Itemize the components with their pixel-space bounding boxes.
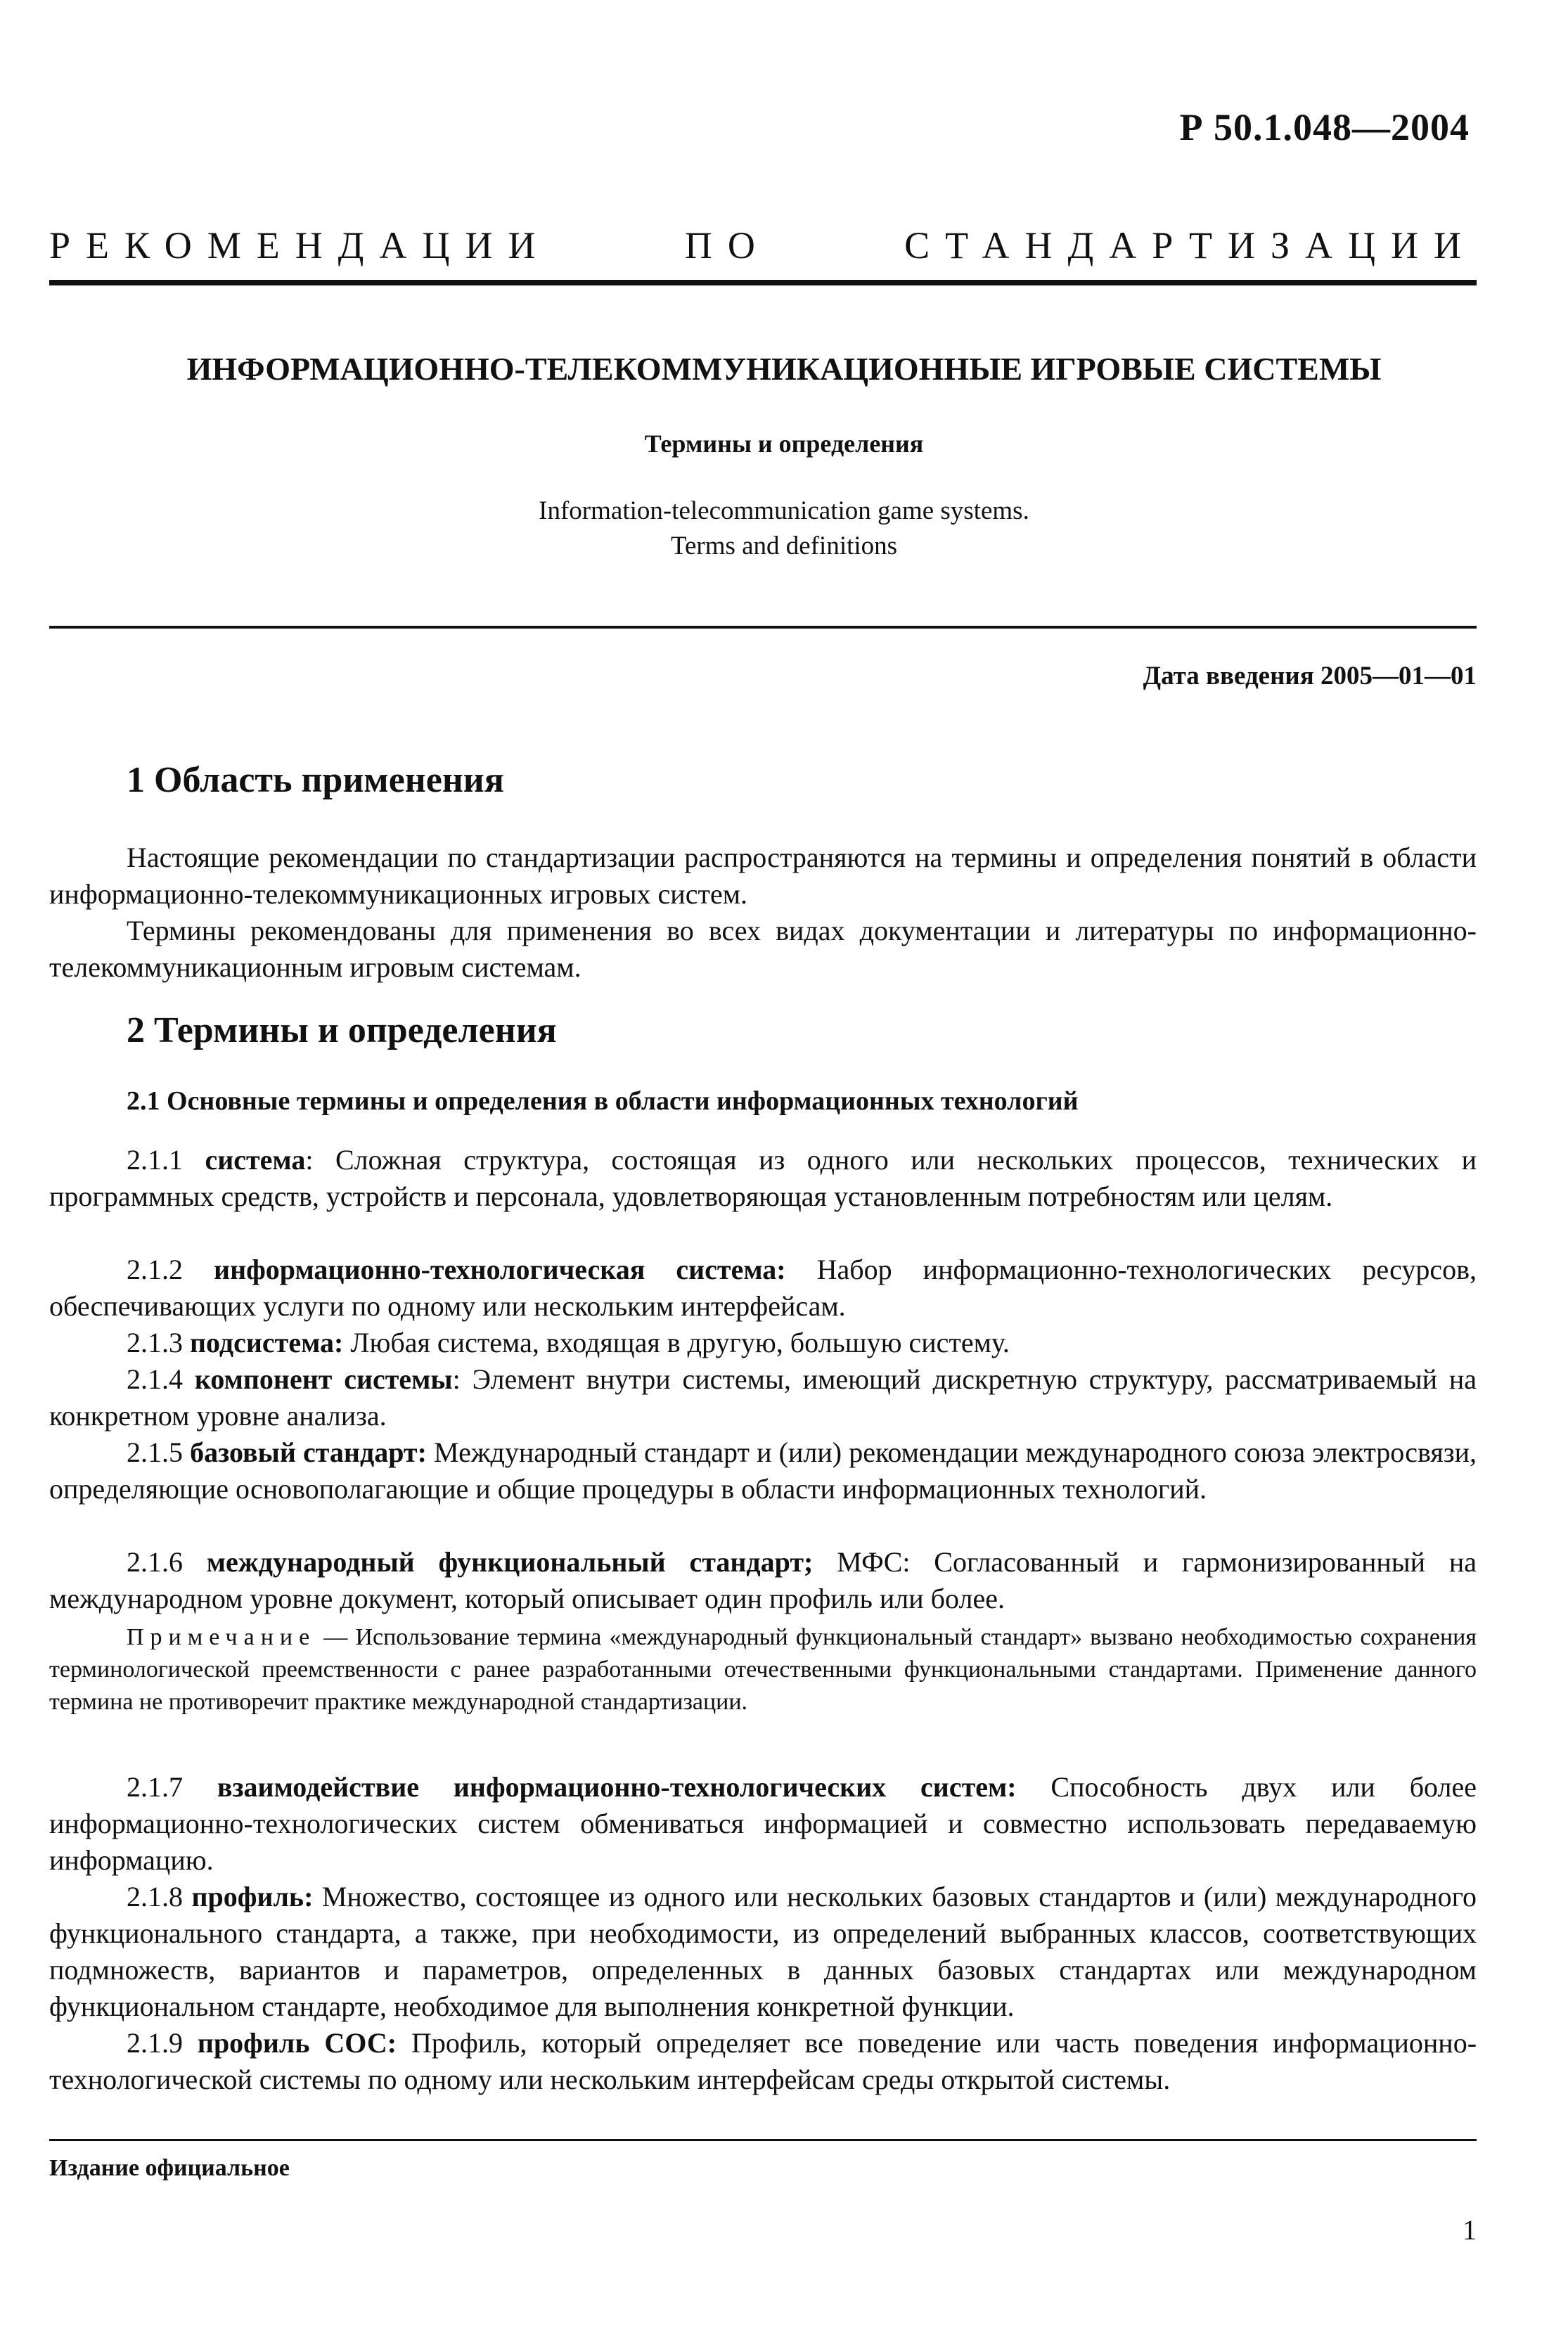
note-label: Примечание (127, 1624, 316, 1650)
header-rule (49, 280, 1477, 285)
section-2-heading: 2 Термины и определения (127, 1010, 557, 1050)
title-rule (49, 626, 1477, 629)
section-1-paragraph-2: Термины рекомендованы для применения во всех видах документации и литературы по информационно-телекоммуникационным игровым системам. (49, 915, 1477, 983)
edition-label: Издание официальное (49, 2155, 290, 2181)
term-number: 2.1.8 (127, 1881, 183, 1912)
term-name: система (205, 1144, 306, 1176)
term-number: 2.1.6 (127, 1546, 183, 1578)
term-number: 2.1.3 (127, 1327, 183, 1358)
term-number: 2.1.1 (127, 1144, 183, 1176)
term-2-1-1 (49, 1142, 1477, 1215)
term-definition: Международный стандарт и (или) рекомендации международного союза электросвязи, определяющие основополагающие и общие процедуры в области информационных технологий. (49, 1436, 1477, 1505)
term-2-1-3 (49, 1325, 1477, 1361)
term-definition: Профиль, который определяет все поведение или часть поведения информационно-технологической системы по одному или нескольким интерфейсам среды открытой системы. (49, 2027, 1477, 2095)
term-2-1-8 (49, 1879, 1477, 2025)
introduction-date: Дата введения 2005—01—01 (1143, 662, 1477, 690)
term-2-1-5 (49, 1434, 1477, 1507)
term-2-1-9 (49, 2025, 1477, 2098)
page-number: 1 (1463, 2214, 1477, 2246)
subsection-2-1-heading: 2.1 Основные термины и определения в области информационных технологий (127, 1086, 1079, 1116)
term-name: подсистема: (190, 1327, 344, 1358)
term-definition: Способность двух или более информационно-технологических систем обмениваться информацией и совместно использовать передаваемую информацию. (49, 1771, 1477, 1876)
term-separator: : (452, 1363, 461, 1395)
term-name: профиль: (191, 1881, 314, 1912)
term-definition: Элемент внутри системы, имеющий дискретную структуру, рассматриваемый на конкретном уровне анализа. (49, 1363, 1477, 1432)
term-name: взаимодействие информационно-технологических систем: (217, 1771, 1017, 1803)
term-name: международный функциональный стандарт; (206, 1546, 814, 1578)
term-2-1-7 (49, 1769, 1477, 1879)
note-text: — Использование термина «международный функциональный стандарт» вызвано необходимостью сохранения терминологической преемственности с ранее разработанными отечественными функциональными стандартами. Применение данного термина не противоречит практике международной стандартизации. (49, 1624, 1477, 1715)
section-1-heading: 1 Область применения (127, 760, 504, 800)
term-2-1-6 (49, 1544, 1477, 1617)
footer-rule (49, 2139, 1477, 2141)
term-separator: : (305, 1144, 314, 1176)
main-title: ИНФОРМАЦИОННО-ТЕЛЕКОММУНИКАЦИОННЫЕ ИГРОВЫЕ СИСТЕМЫ (186, 351, 1382, 387)
term-definition: Набор информационно-технологических ресурсов, обеспечивающих услуги по одному или нескольким интерфейсам. (49, 1254, 1477, 1322)
term-name: профиль СОС: (197, 2027, 397, 2059)
term-name: базовый стандарт: (190, 1436, 427, 1468)
term-name: информационно-технологическая система: (214, 1254, 786, 1285)
term-number: 2.1.5 (127, 1436, 183, 1468)
term-definition: МФС: Согласованный и гармонизированный на международном уровне документ, который описывает один профиль или более. (49, 1546, 1477, 1614)
term-number: 2.1.4 (127, 1363, 183, 1395)
term-definition: Множество, состоящее из одного или нескольких базовых стандартов и (или) международного функционального стандарта, а также, при необходимости, из определений выбранных классов, соответствующих подмножеств, вариантов и параметров, определенных в данных базовых стандартах или международном функциональном стандарте, необходимое для выполнения конкретной функции. (49, 1881, 1477, 2022)
term-2-1-4 (49, 1361, 1477, 1434)
english-title (0, 494, 1568, 564)
english-title-line-2: Terms and definitions (670, 532, 898, 560)
term-2-1-2 (49, 1252, 1477, 1325)
term-name: компонент системы (194, 1363, 453, 1395)
term-definition: Любая система, входящая в другую, большую систему. (343, 1327, 1010, 1358)
document-number: Р 50.1.048—2004 (1179, 106, 1470, 148)
note (49, 1621, 1477, 1718)
term-definition: Сложная структура, состоящая из одного или нескольких процессов, технических и программных средств, устройств и персонала, удовлетворяющая установленным потребностям или целям. (49, 1144, 1477, 1212)
term-number: 2.1.9 (127, 2027, 183, 2059)
term-number: 2.1.7 (127, 1771, 183, 1803)
series-title: РЕКОМЕНДАЦИИ ПО СТАНДАРТИЗАЦИИ (49, 224, 1477, 266)
english-title-line-1: Information-telecommunication game systems. (539, 496, 1029, 525)
section-1-paragraph-1: Настоящие рекомендации по стандартизации распространяются на термины и определения понятий в области информационно-телекоммуникационных игровых систем. (49, 842, 1477, 910)
sub-title: Термины и определения (644, 430, 924, 458)
term-number: 2.1.2 (127, 1254, 183, 1285)
